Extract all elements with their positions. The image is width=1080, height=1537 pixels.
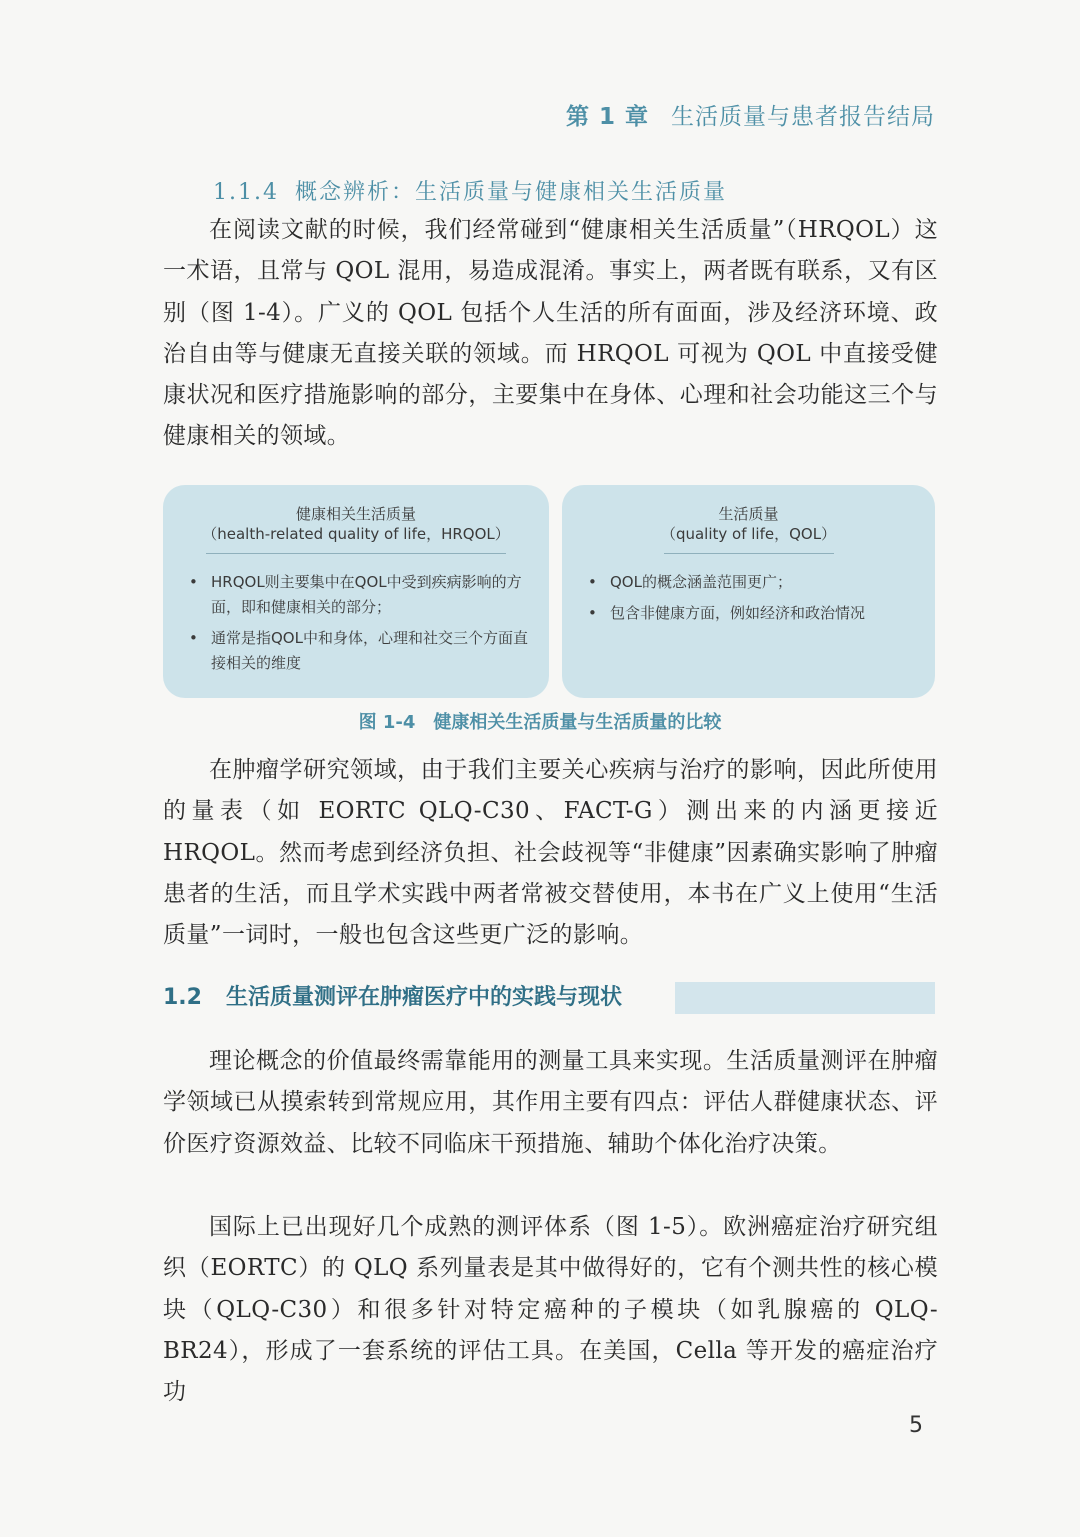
section-number: 1.1.4 — [213, 180, 279, 205]
figure-box-hrqol — [163, 485, 549, 698]
list-item — [588, 570, 935, 595]
bullet-icon: • — [189, 629, 198, 647]
caption-number: 图 1-4 — [358, 712, 416, 733]
box-divider — [664, 553, 834, 554]
bullet-icon: • — [189, 573, 198, 591]
bullet-text: HRQOL则主要集中在QOL中受到疾病影响的方面，即和健康相关的部分； — [211, 573, 522, 616]
bullet-text: 包含非健康方面，例如经济和政治情况 — [610, 604, 866, 622]
page-number: 5 — [909, 1413, 923, 1438]
box-title — [562, 504, 935, 544]
paragraph-hrqol-intro: 在阅读文献的时候，我们经常碰到“健康相关生活质量”（HRQOL）这一术语，且常与 QOL 混用，易造成混淆。事实上，两者既有联系，又有区别（图 1-4）。广义的 QOL 包括个人生活的所有面面，涉及经济环境、政治自由等与健康无直接关联的领域。而 HRQOL 可视为 QOL 中直接受健康状况和医疗措施影响的部分，主要集中在身体、心理和社会功能这三个与健康相关的领域。 — [163, 217, 938, 450]
section-heading-1-1-4 — [213, 175, 727, 206]
bullet-list — [588, 570, 935, 626]
bullet-icon: • — [588, 604, 597, 622]
chapter-header — [566, 98, 935, 131]
box-title-sub: （health-related quality of life，HRQOL） — [202, 525, 510, 543]
chapter-title: 生活质量与患者报告结局 — [671, 104, 935, 130]
paragraph-oncology-scope: 在肿瘤学研究领域，由于我们主要关心疾病与治疗的影响，因此所使用的量表（如 EORTC QLQ-C30、FACT-G）测出来的内涵更接近 HRQOL。然而考虑到经济负担、社会歧视等“非健康”因素确实影响了肿瘤患者的生活，而且学术实践中两者常被交替使用，本书在广义上使用“生活质量”一词时，一般也包含这些更广泛的影响。 — [163, 757, 938, 949]
bullet-list — [189, 570, 549, 676]
box-title-main: 健康相关生活质量 — [295, 505, 416, 523]
list-item — [189, 570, 531, 620]
bullet-icon: • — [588, 573, 597, 591]
section-heading-text — [163, 982, 622, 1014]
box-title-main: 生活质量 — [718, 505, 779, 523]
section-number: 1.2 — [163, 985, 202, 1010]
box-title-sub: （quality of life，QOL） — [660, 525, 837, 543]
section-title: 概念辨析：生活质量与健康相关生活质量 — [294, 180, 727, 205]
list-item — [588, 601, 935, 626]
box-divider — [206, 553, 506, 554]
chapter-number: 第 1 章 — [565, 104, 649, 130]
bullet-text: 通常是指QOL中和身体，心理和社交三个方面直接相关的维度 — [211, 629, 528, 672]
heading-bar — [675, 982, 935, 1014]
list-item — [189, 626, 531, 676]
paragraph-measurement-value: 理论概念的价值最终需靠能用的测量工具来实现。生活质量测评在肿瘤学领域已从摸索转到常规应用，其作用主要有四点：评估人群健康状态、评价医疗资源效益、比较不同临床干预措施、辅助个体化治疗决策。 — [163, 1048, 938, 1157]
paragraph-international-systems: 国际上已出现好几个成熟的测评体系（图 1-5）。欧洲癌症治疗研究组织（EORTC）的 QLQ 系列量表是其中做得好的，它有个测共性的核心模块（QLQ-C30）和很多针对特定癌种的子模块（如乳腺癌的 QLQ-BR24），形成了一套系统的评估工具。在美国，Cella 等开发的癌症治疗功 — [163, 1214, 938, 1406]
figure-caption — [0, 708, 1080, 734]
bullet-text: QOL的概念涵盖范围更广； — [610, 573, 792, 591]
section-title: 生活质量测评在肿瘤医疗中的实践与现状 — [225, 985, 622, 1010]
caption-text: 健康相关生活质量与生活质量的比较 — [433, 712, 722, 733]
box-title — [163, 504, 549, 544]
section-heading-1-2 — [163, 982, 935, 1014]
figure-box-qol — [562, 485, 935, 698]
